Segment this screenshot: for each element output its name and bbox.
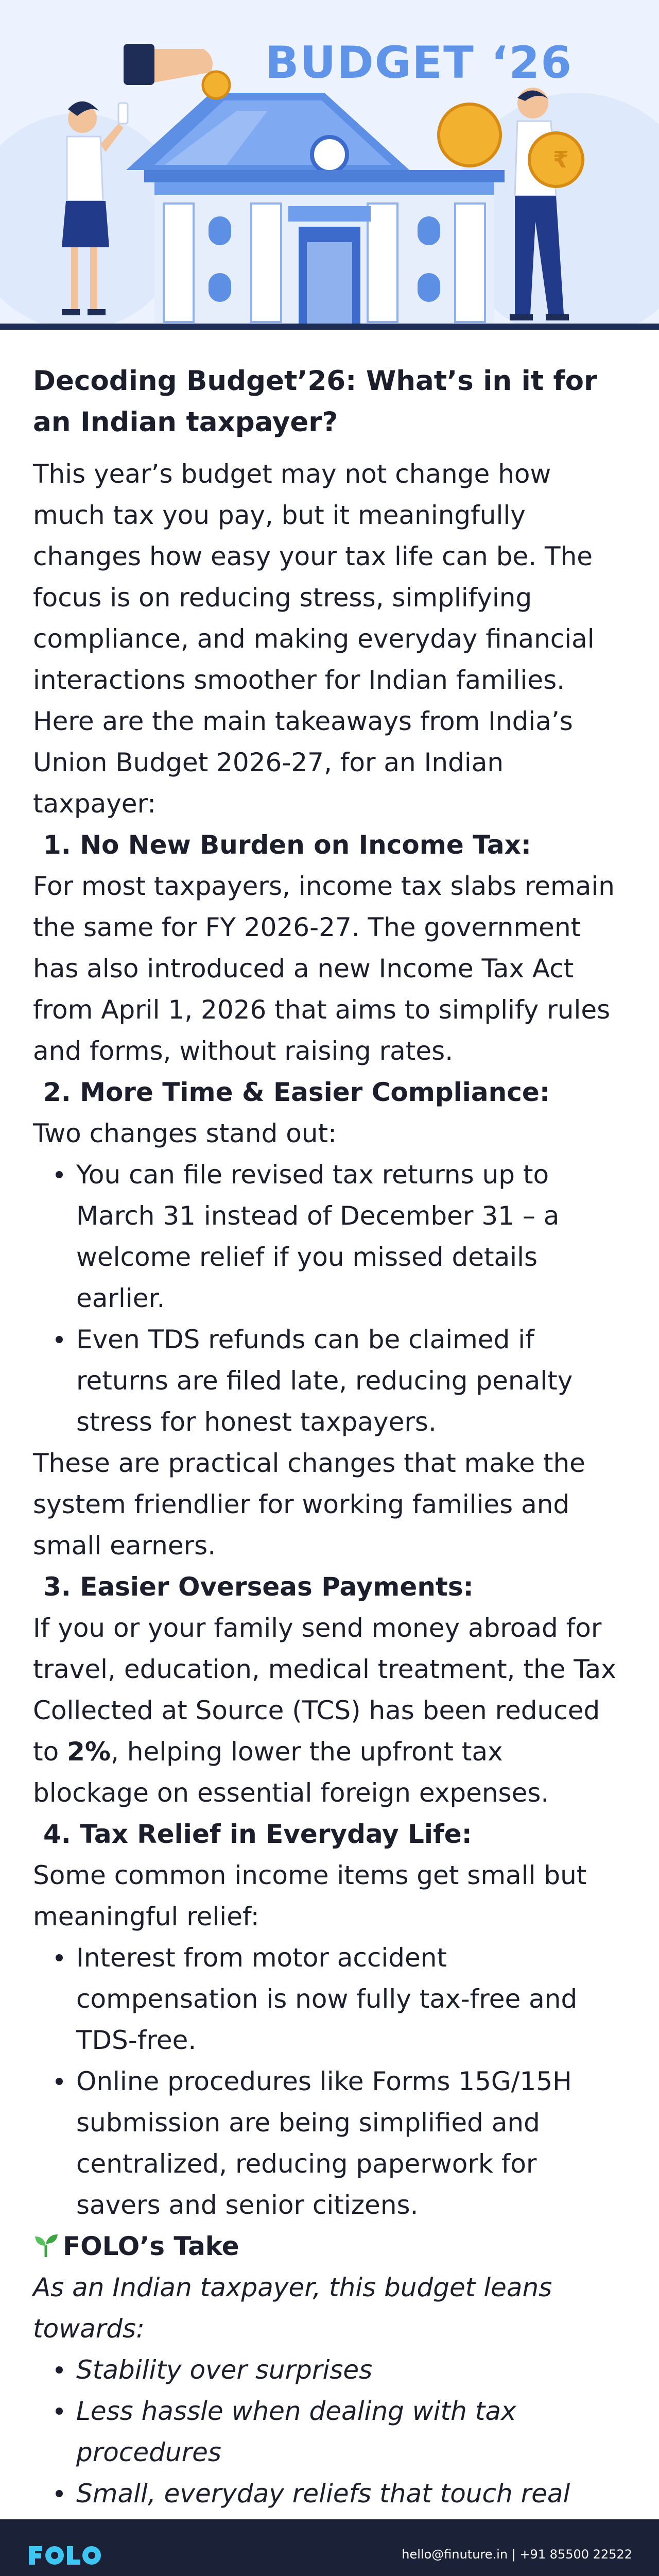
list-item: You can file revised tax returns up to March 31 instead of December 31 – a welcome relief if you missed details earlier.	[33, 1154, 625, 1319]
section-paragraph	[33, 1607, 625, 1814]
section-paragraph: These are practical changes that make the system friendlier for working families and small earners.	[33, 1448, 585, 1561]
footer-bar	[0, 2519, 659, 2576]
tcs-rate: 2%	[67, 1737, 111, 1767]
section-heading: 4. Tax Relief in Everyday Life:	[43, 1819, 472, 1849]
list-item: Small, everyday reliefs that touch real	[33, 2473, 625, 2555]
hero-title: BUDGET ‘26	[265, 37, 573, 89]
list-item: Less hassle when dealing with tax procedures	[33, 2391, 625, 2473]
section-paragraph: Two changes stand out:	[33, 1118, 337, 1148]
lead-paragraph: Here are the main takeaways from India’s Union Budget 2026-27, for an Indian taxpayer:	[33, 706, 573, 819]
section-heading: 3. Easier Overseas Payments:	[43, 1572, 474, 1602]
take-lead: As an Indian taxpayer, this budget leans towards:	[33, 2273, 552, 2344]
section-paragraph: For most taxpayers, income tax slabs remain the same for FY 2026-27. The government has also introduced a new Income Tax Act from April 1, 2026 that aims to simplify rules and forms, without raising rates.	[33, 871, 615, 1066]
sprout-icon	[33, 2232, 59, 2258]
list-item: Online procedures like Forms 15G/15H submission are being simplified and centralized, reducing paperwork for savers and senior citizens.	[33, 2061, 625, 2226]
section-heading: 1. No New Burden on Income Tax:	[43, 830, 531, 860]
folo-take-heading	[33, 2226, 625, 2267]
paragraph-text: , helping lower the upfront tax blockage on essential foreign expenses.	[33, 1737, 549, 1808]
woman-figure-icon	[62, 101, 128, 315]
folo-take-label: FOLO’s Take	[63, 2231, 239, 2261]
article-body	[33, 361, 625, 2576]
hand-coin-icon	[124, 44, 230, 98]
intro-paragraph: This year’s budget may not change how much tax you pay, but it meaningfully changes how easy your tax life can be. The focus is on reducing stress, simplifying compliance, and making everyday financial interactions smoother for Indian families.	[33, 459, 595, 695]
article-title: Decoding Budget’26: What’s in it for an Indian taxpayer?	[33, 365, 598, 438]
bullet-list	[33, 1937, 625, 2226]
list-item: Even TDS refunds can be claimed if returns are filed late, reducing penalty stress for honest taxpayers.	[33, 1319, 625, 1443]
paragraph-text: If you or your family send money abroad for travel, education, medical treatment, the Tax Collected at Source (TCS) has been reduced to	[33, 1613, 616, 1767]
section-heading: 2. More Time & Easier Compliance:	[43, 1077, 550, 1107]
list-item: Interest from motor accident compensation is now fully tax-free and TDS-free.	[33, 1937, 625, 2061]
hero-divider	[0, 324, 659, 330]
svg-text:₹: ₹	[553, 147, 569, 173]
hero-banner	[0, 0, 659, 330]
section-paragraph: Some common income items get small but meaningful relief:	[33, 1860, 587, 1931]
bullet-list	[33, 1154, 625, 1443]
folo-logo[interactable]	[27, 2543, 104, 2568]
list-item: Stability over surprises	[33, 2349, 625, 2391]
contact-info[interactable]: hello@finuture.in | +91 85500 22522	[402, 2547, 632, 2562]
